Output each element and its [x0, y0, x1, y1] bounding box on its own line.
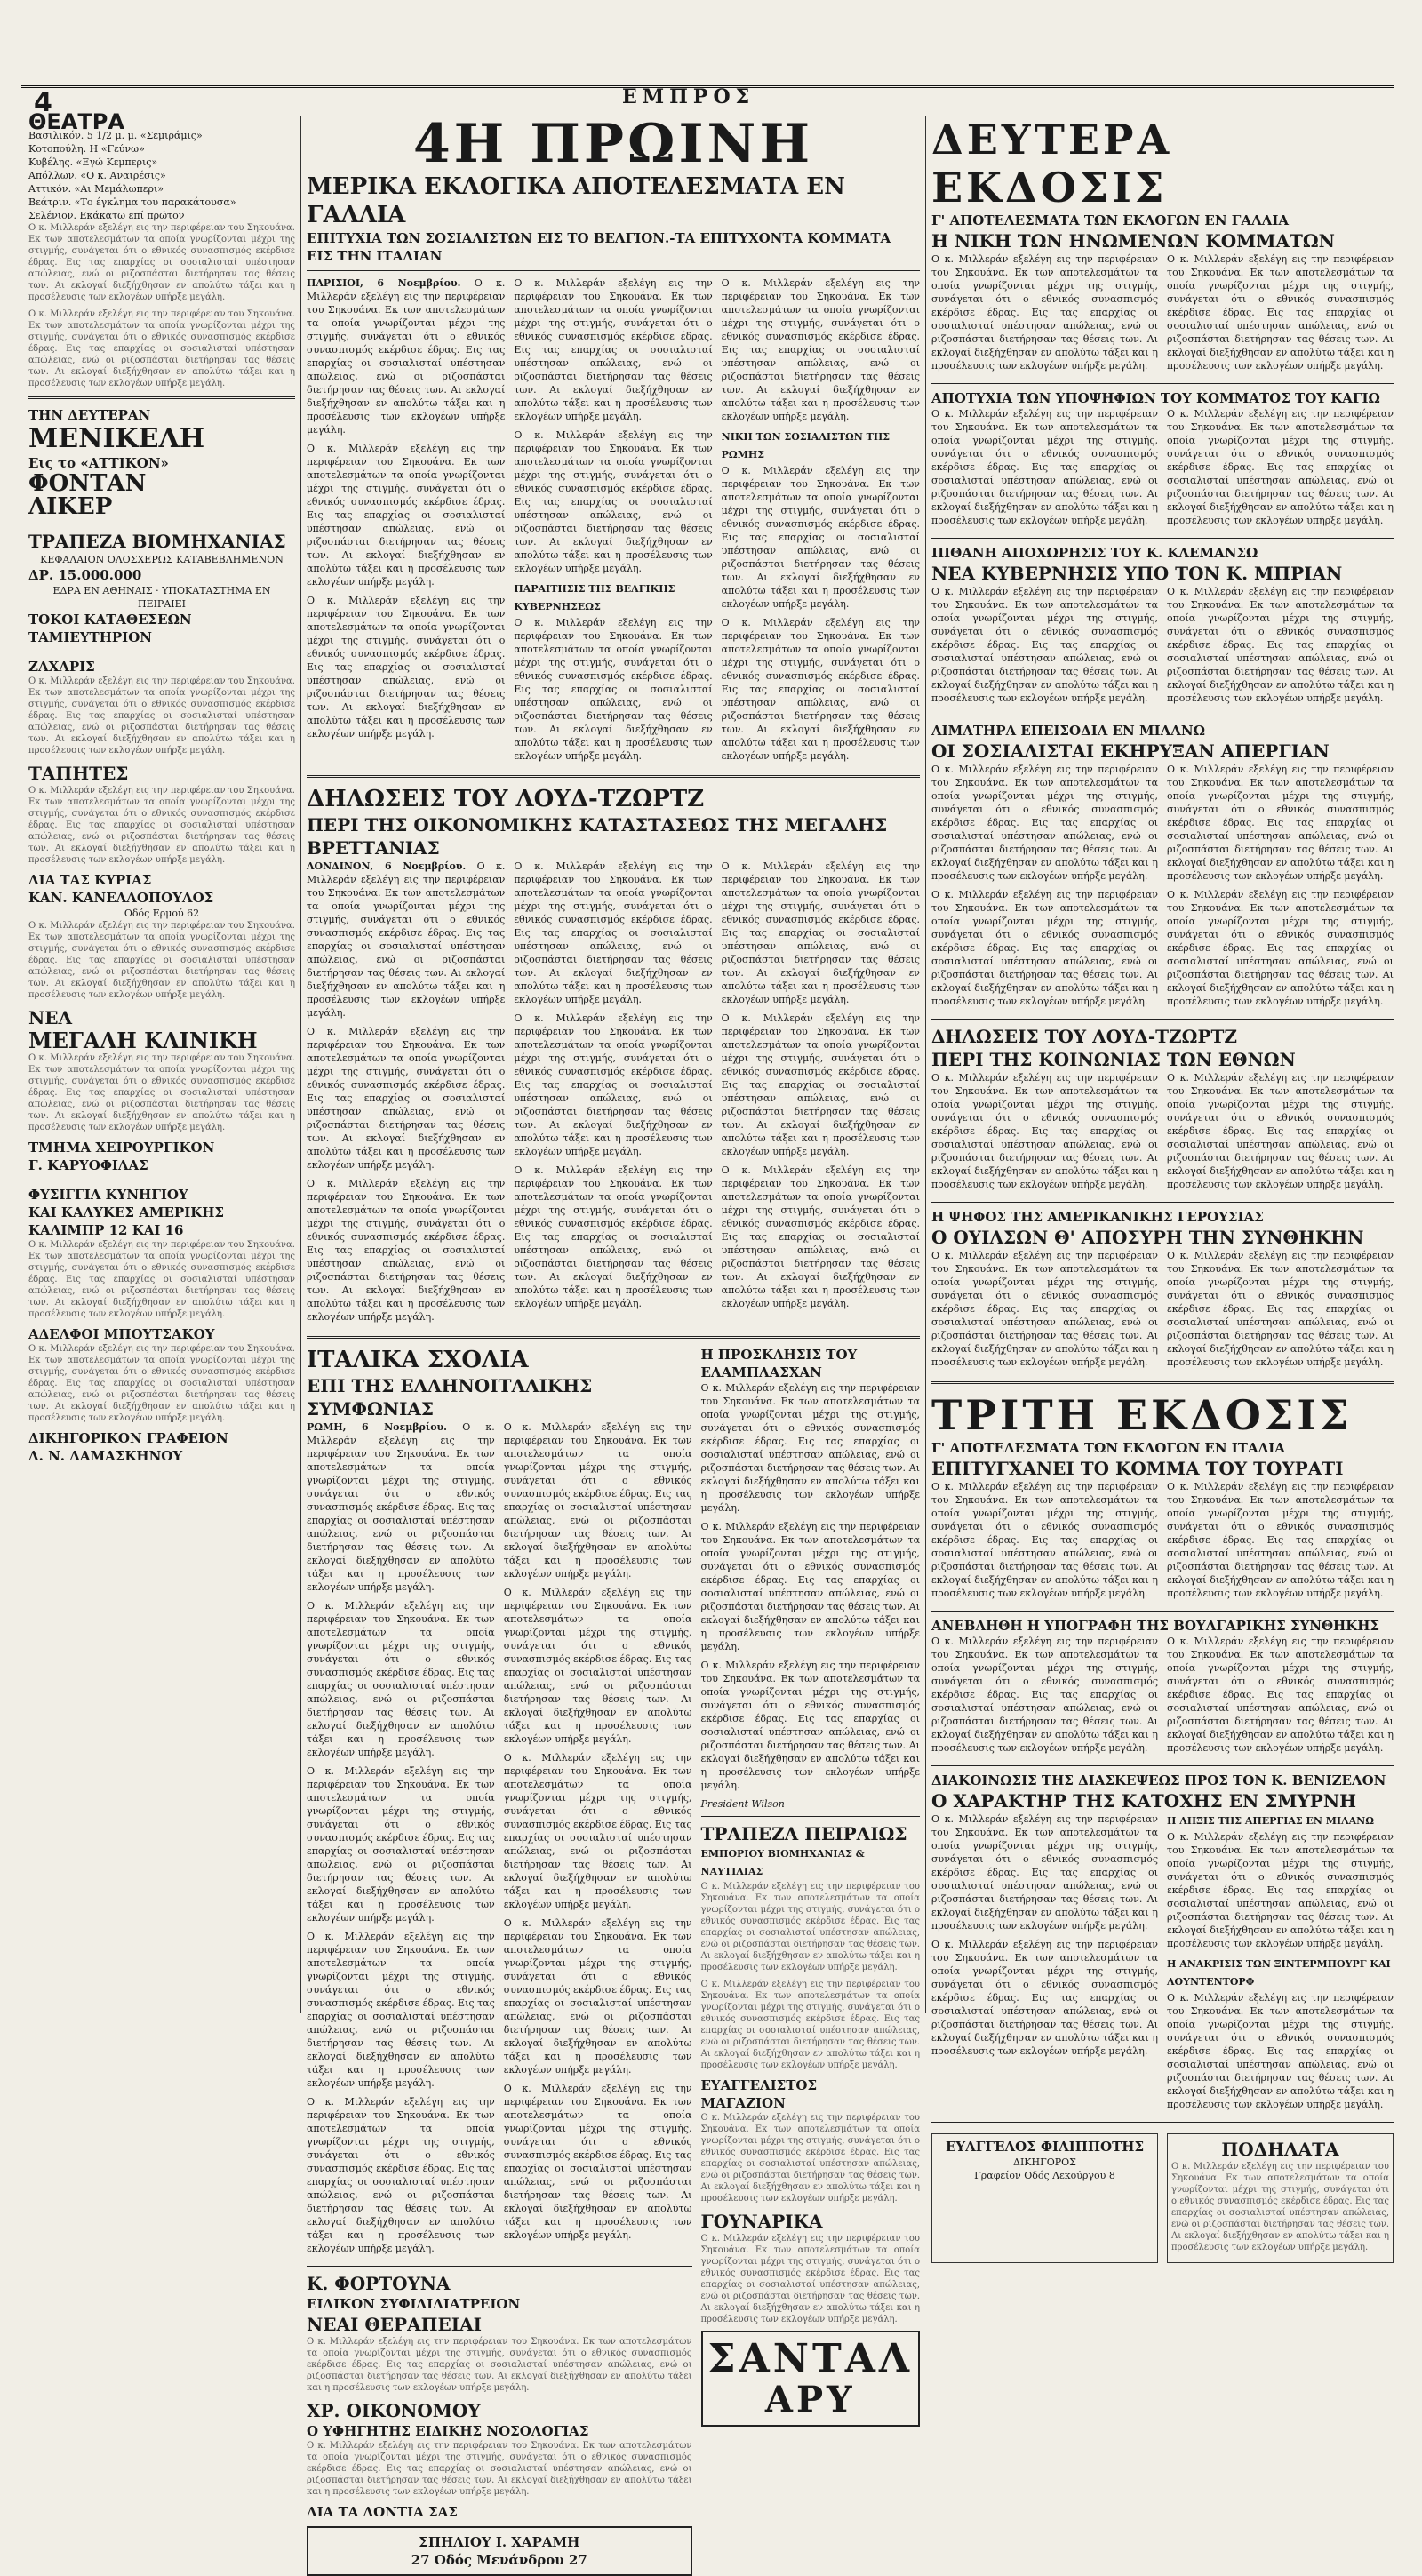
article-text: Ο κ. Μιλλεράν εξελέγη εις την περιφέρειαν του Σηκουάνα. Εκ των αποτελεσμάτων τα οποία γνωρίζονται μέχρι της στιγμής, συνάγεται ότι ο εθνικός συνασπισμός εκέρδισε έδρας. Εις τας επαρχίας οι σοσιαλισταί υπέστησαν απώλειας, ενώ οι ριζοσπάσται διετήρησαν τας θέσεις των. Αι εκλογαί διεξήχθησαν εν απολύτω τάξει και η προσέλευσις των εκλογέων υπήρξε μεγάλη.: [307, 595, 506, 740]
brothers-title: ΑΔΕΛΦΟΙ ΜΠΟΥΤΣΑΚΟΥ: [28, 1326, 215, 1342]
ad-text: Ο κ. Μιλλεράν εξελέγη εις την περιφέρειαν του Σηκουάνα. Εκ των αποτελεσμάτων τα οποία γνωρίζονται μέχρι της στιγμής, συνάγεται ότι ο εθνικός συνασπισμός εκέρδισε έδρας. Εις τας επαρχίας οι σοσιαλισταί υπέστησαν απώλειας, ενώ οι ριζοσπάσται διετήρησαν τας θέσεις των. Αι εκλογαί διεξήχθησαν εν απολύτω τάξει και η προσέλευσις των εκλογέων υπήρξε μεγάλη.: [700, 2234, 920, 2324]
edition-title: 4Η ΠΡΩΙΝΗ: [412, 113, 814, 175]
divider: [931, 1765, 1394, 1766]
clinic-box-address: 27 Οδός Μενάνδρου 27: [411, 2552, 587, 2568]
article-text: Ο κ. Μιλλεράν εξελέγη εις την περιφέρειαν του Σηκουάνα. Εκ των αποτελεσμάτων τα οποία γνωρίζονται μέχρι της στιγμής, συνάγεται ότι ο εθνικός συνασπισμός εκέρδισε έδρας. Εις τας επαρχίας οι σοσιαλισταί υπέστησαν απώλειας, ενώ οι ριζοσπάσται διετήρησαν τας θέσεις των. Αι εκλογαί διεξήχθησαν εν απολύτω τάξει και η προσέλευσις των εκλογέων υπήρξε μεγάλη.: [307, 1026, 506, 1171]
article-text: Ο κ. Μιλλεράν εξελέγη εις την περιφέρειαν του Σηκουάνα. Εκ των αποτελεσμάτων τα οποία γνωρίζονται μέχρι της στιγμής, συνάγεται ότι ο εθνικός συνασπισμός εκέρδισε έδρας. Εις τας επαρχίας οι σοσιαλισταί υπέστησαν απώλειας, ενώ οι ριζοσπάσται διετήρησαν τας θέσεις των. Αι εκλογαί διεξήχθησαν εν απολύτω τάξει και η προσέλευσις των εκλογέων υπήρξε μεγάλη.: [307, 1178, 506, 1323]
bank-address: ΕΔΡΑ ΕΝ ΑΘΗΝΑΙΣ · ΥΠΟΚΑΤΑΣΤΗΜΑ ΕΝ ΠΕΙΡΑΙΕΙ: [52, 585, 271, 610]
article-text: Ο κ. Μιλλεράν εξελέγη εις την περιφέρειαν του Σηκουάνα. Εκ των αποτελεσμάτων τα οποία γνωρίζονται μέχρι της στιγμής, συνάγεται ότι ο εθνικός συνασπισμός εκέρδισε έδρας. Εις τας επαρχίας οι σοσιαλισταί υπέστησαν απώλειας, ενώ οι ριζοσπάσται διετήρησαν τας θέσεις των. Αι εκλογαί διεξήχθησαν εν απολύτω τάξει και η προσέλευσις των εκλογέων υπήρξε μεγάλη.: [721, 1012, 920, 1157]
column-center: [307, 113, 920, 2568]
santal-ad: [701, 2331, 921, 2427]
dateline: ΡΩΜΗ, 6 Νοεμβρίου. Ο κ. Μιλλεράν εξελέγη εις την περιφέρειαν του Σηκουάνα. Εκ των αποτελεσμάτων τα οποία γνωρίζονται μέχρι της στιγμής, συνάγεται ότι ο εθνικός συνασπισμός εκέρδισε έδρας. Εις τας επαρχίας οι σοσιαλισταί υπέστησαν απώλειας, ενώ οι ριζοσπάσται διετήρησαν τας θέσεις των. Αι εκλογαί διεξήχθησαν εν απολύτω τάξει και η προσέλευσις των εκλογέων υπήρξε μεγάλη.: [307, 1421, 495, 1593]
menikeli-title: ΜΕΝΙΚΕΛΗ: [28, 423, 205, 454]
lawyer-role: ΔΙΚΗΓΟΡΟΣ: [1013, 2156, 1076, 2168]
santal-title: ΣΑΝΤΑΛ: [707, 2336, 913, 2381]
ad-text: Ο κ. Μιλλεράν εξελέγη εις την περιφέρειαν του Σηκουάνα. Εκ των αποτελεσμάτων τα οποία γνωρίζονται μέχρι της στιγμής, συνάγεται ότι ο εθνικός συνασπισμός εκέρδισε έδρας. Εις τας επαρχίας οι σοσιαλισταί υπέστησαν απώλειας, ενώ οι ριζοσπάσται διετήρησαν τας θέσεις των. Αι εκλογαί διεξήχθησαν εν απολύτω τάξει και η προσέλευσις των εκλογέων υπήρξε μεγάλη.: [28, 786, 295, 865]
article-text: Ο κ. Μιλλεράν εξελέγη εις την περιφέρειαν του Σηκουάνα. Εκ των αποτελεσμάτων τα οποία γνωρίζονται μέχρι της στιγμής, συνάγεται ότι ο εθνικός συνασπισμός εκέρδισε έδρας. Εις τας επαρχίας οι σοσιαλισταί υπέστησαν απώλειας, ενώ οι ριζοσπάσται διετήρησαν τας θέσεις των. Αι εκλογαί διεξήχθησαν εν απολύτω τάξει και η προσέλευσις των εκλογέων υπήρξε μεγάλη.: [721, 1164, 920, 1309]
article-text: Ο κ. Μιλλεράν εξελέγη εις την περιφέρειαν του Σηκουάνα. Εκ των αποτελεσμάτων τα οποία γνωρίζονται μέχρι της στιγμής, συνάγεται ότι ο εθνικός συνασπισμός εκέρδισε έδρας. Εις τας επαρχίας οι σοσιαλισταί υπέστησαν απώλειας, ενώ οι ριζοσπάσται διετήρησαν τας θέσεις των. Αι εκλογαί διεξήχθησαν εν απολύτω τάξει και η προσέλευσις των εκλογέων υπήρξε μεγάλη.: [514, 1164, 713, 1309]
article-text: Ο κ. Μιλλεράν εξελέγη εις την περιφέρειαν του Σηκουάνα. Εκ των αποτελεσμάτων τα οποία γνωρίζονται μέχρι της στιγμής, συνάγεται ότι ο εθνικός συνασπισμός εκέρδισε έδρας. Εις τας επαρχίας οι σοσιαλισταί υπέστησαν απώλειας, ενώ οι ριζοσπάσται διετήρησαν τας θέσεις των. Αι εκλογαί διεξήχθησαν εν απολύτω τάξει και η προσέλευσις των εκλογέων υπήρξε μεγάλη.: [931, 586, 1158, 704]
oikonomou-title: ΧΡ. ΟΙΚΟΝΟΜΟΥ: [307, 2400, 481, 2421]
lloyd-title-right: ΔΗΛΩΣΕΙΣ ΤΟΥ ΛΟΥΔ-ΤΖΩΡΤΖ: [931, 1026, 1237, 1047]
article-text: Ο κ. Μιλλεράν εξελέγη εις την περιφέρειαν του Σηκουάνα. Εκ των αποτελεσμάτων τα οποία γνωρίζονται μέχρι της στιγμής, συνάγεται ότι ο εθνικός συνασπισμός εκέρδισε έδρας. Εις τας επαρχίας οι σοσιαλισταί υπέστησαν απώλειας, ενώ οι ριζοσπάσται διετήρησαν τας θέσεις των. Αι εκλογαί διεξήχθησαν εν απολύτω τάξει και η προσέλευσις των εκλογέων υπήρξε μεγάλη.: [503, 1421, 692, 1580]
theatre-item: Σελένιον. Εκάκατω επί πρώτον: [28, 210, 185, 221]
ad-text: Ο κ. Μιλλεράν εξελέγη εις την περιφέρειαν του Σηκουάνα. Εκ των αποτελεσμάτων τα οποία γνωρίζονται μέχρι της στιγμής, συνάγεται ότι ο εθνικός συνασπισμός εκέρδισε έδρας. Εις τας επαρχίας οι σοσιαλισταί υπέστησαν απώλειας, ενώ οι ριζοσπάσται διετήρησαν τας θέσεις των. Αι εκλογαί διεξήχθησαν εν απολύτω τάξει και η προσέλευσις των εκλογέων υπήρξε μεγάλη.: [700, 2113, 920, 2204]
fortouna-sub: ΕΙΔΙΚΟΝ ΣΥΦΙΛΙΔΙΑΤΡΕΙΟΝ: [307, 2296, 521, 2312]
theatre-item: Κοτοπούλη. Η «Γεύνω»: [28, 143, 145, 155]
divider: [931, 383, 1394, 384]
evangelist-title: ΕΥΑΓΓΕΛΙΣΤΟΣ: [700, 2077, 818, 2093]
milan-title: ΑΙΜΑΤΗΡΑ ΕΠΕΙΣΟΔΙΑ ΕΝ ΜΙΛΑΝΩ: [931, 723, 1205, 739]
lawyer-name: ΕΥΑΓΓΕΛΟΣ ΦΙΛΙΠΠΟΤΗΣ: [945, 2139, 1145, 2155]
clinic-title: ΜΕΓΑΛΗ ΚΛΙΝΙΚΗ: [28, 1028, 258, 1053]
article-text: Ο κ. Μιλλεράν εξελέγη εις την περιφέρειαν του Σηκουάνα. Εκ των αποτελεσμάτων τα οποία γνωρίζονται μέχρι της στιγμής, συνάγεται ότι ο εθνικός συνασπισμός εκέρδισε έδρας. Εις τας επαρχίας οι σοσιαλισταί υπέστησαν απώλειας, ενώ οι ριζοσπάσται διετήρησαν τας θέσεις των. Αι εκλογαί διεξήχθησαν εν απολύτω τάξει και η προσέλευσις των εκλογέων υπήρξε μεγάλη.: [931, 1072, 1158, 1190]
divider: [931, 538, 1394, 539]
theatre-list: [28, 129, 295, 222]
article-text: Ο κ. Μιλλεράν εξελέγη εις την περιφέρειαν του Σηκουάνα. Εκ των αποτελεσμάτων τα οποία γνωρίζονται μέχρι της στιγμής, συνάγεται ότι ο εθνικός συνασπισμός εκέρδισε έδρας. Εις τας επαρχίας οι σοσιαλισταί υπέστησαν απώλειας, ενώ οι ριζοσπάσται διετήρησαν τας θέσεις των. Αι εκλογαί διεξήχθησαν εν απολύτω τάξει και η προσέλευσις των εκλογέων υπήρξε μεγάλη.: [931, 1250, 1158, 1368]
article-text: Ο κ. Μιλλεράν εξελέγη εις την περιφέρειαν του Σηκουάνα. Εκ των αποτελεσμάτων τα οποία γνωρίζονται μέχρι της στιγμής, συνάγεται ότι ο εθνικός συνασπισμός εκέρδισε έδρας. Εις τας επαρχίας οι σοσιαλισταί υπέστησαν απώλειας, ενώ οι ριζοσπάσται διετήρησαν τας θέσεις των. Αι εκλογαί διεξήχθησαν εν απολύτω τάξει και η προσέλευσις των εκλογέων υπήρξε μεγάλη.: [721, 465, 920, 610]
fur-title: ΓΟΥΝΑΡΙΚΑ: [700, 2211, 823, 2232]
clinic-box-title: ΣΠΗΛΙΟΥ Ι. ΧΑΡΑΜΗ: [419, 2534, 580, 2550]
venizelos-title: ΔΙΑΚΟΙΝΩΣΙΣ ΤΗΣ ΔΙΑΣΚΕΨΕΩΣ ΠΡΟΣ ΤΟΝ Κ. ΒΕΝΙΖΕΛΟΝ: [931, 1772, 1386, 1788]
fusiggia-title: ΦΥΣΙΓΓΙΑ ΚΥΝΗΓΙΟΥ: [28, 1187, 188, 1203]
article-text: Ο κ. Μιλλεράν εξελέγη εις την περιφέρειαν του Σηκουάνα. Εκ των αποτελεσμάτων τα οποία γνωρίζονται μέχρι της στιγμής, συνάγεται ότι ο εθνικός συνασπισμός εκέρδισε έδρας. Εις τας επαρχίας οι σοσιαλισταί υπέστησαν απώλειας, ενώ οι ριζοσπάσται διετήρησαν τας θέσεις των. Αι εκλογαί διεξήχθησαν εν απολύτω τάξει και η προσέλευσις των εκλογέων υπήρξε μεγάλη.: [514, 860, 713, 1005]
article-text: Ο κ. Μιλλεράν εξελέγη εις την περιφέρειαν του Σηκουάνα. Εκ των αποτελεσμάτων τα οποία γνωρίζονται μέχρι της στιγμής, συνάγεται ότι ο εθνικός συνασπισμός εκέρδισε έδρας. Εις τας επαρχίας οι σοσιαλισταί υπέστησαν απώλειας, ενώ οι ριζοσπάσται διετήρησαν τας θέσεις των. Αι εκλογαί διεξήχθησαν εν απολύτω τάξει και η προσέλευσις των εκλογέων υπήρξε μεγάλη.: [931, 1636, 1158, 1754]
santal-sub: ΑΡΥ: [764, 2379, 856, 2420]
divider: [307, 270, 920, 271]
divider: [307, 1336, 920, 1339]
ad-text: Ο κ. Μιλλεράν εξελέγη εις την περιφέρειαν του Σηκουάνα. Εκ των αποτελεσμάτων τα οποία γνωρίζονται μέχρι της στιγμής, συνάγεται ότι ο εθνικός συνασπισμός εκέρδισε έδρας. Εις τας επαρχίας οι σοσιαλισταί υπέστησαν απώλειας, ενώ οι ριζοσπάσται διετήρησαν τας θέσεις των. Αι εκλογαί διεξήχθησαν εν απολύτω τάξει και η προσέλευσις των εκλογέων υπήρξε μεγάλη.: [28, 921, 295, 1000]
theatre-item: Βεάτριν. «Το έγκλημα του παρακάτουσα»: [28, 196, 236, 208]
kan-address: Οδός Ερμού 62: [124, 908, 200, 919]
article-text: Ο κ. Μιλλεράν εξελέγη εις την περιφέρειαν του Σηκουάνα. Εκ των αποτελεσμάτων τα οποία γνωρίζονται μέχρι της στιγμής, συνάγεται ότι ο εθνικός συνασπισμός εκέρδισε έδρας. Εις τας επαρχίας οι σοσιαλισταί υπέστησαν απώλειας, ενώ οι ριζοσπάσται διετήρησαν τας θέσεις των. Αι εκλογαί διεξήχθησαν εν απολύτω τάξει και η προσέλευσις των εκλογέων υπήρξε μεγάλη.: [721, 860, 920, 1005]
league-title: ΠΕΡΙ ΤΗΣ ΚΟΙΝΩΝΙΑΣ ΤΩΝ ΕΘΝΩΝ: [931, 1049, 1296, 1070]
article-text: Ο κ. Μιλλεράν εξελέγη εις την περιφέρειαν του Σηκουάνα. Εκ των αποτελεσμάτων τα οποία γνωρίζονται μέχρι της στιγμής, συνάγεται ότι ο εθνικός συνασπισμός εκέρδισε έδρας. Εις τας επαρχίας οι σοσιαλισταί υπέστησαν απώλειας, ενώ οι ριζοσπάσται διετήρησαν τας θέσεις των. Αι εκλογαί διεξήχθησαν εν απολύτω τάξει και η προσέλευσις των εκλογέων υπήρξε μεγάλη.: [931, 764, 1158, 882]
smyrna-title: Ο ΧΑΡΑΚΤΗΡ ΤΗΣ ΚΑΤΟΧΗΣ ΕΝ ΣΜΥΡΝΗ: [931, 1790, 1357, 1812]
lawyer-address: Γραφείον Οδός Λεκούργου 8: [974, 2170, 1115, 2181]
dateline: ΠΑΡΙΣΙΟΙ, 6 Νοεμβρίου. Ο κ. Μιλλεράν εξελέγη εις την περιφέρειαν του Σηκουάνα. Εκ των αποτελεσμάτων τα οποία γνωρίζονται μέχρι της στιγμής, συνάγεται ότι ο εθνικός συνασπισμός εκέρδισε έδρας. Εις τας επαρχίας οι σοσιαλισταί υπέστησαν απώλειας, ενώ οι ριζοσπάσται διετήρησαν τας θέσεις των. Αι εκλογαί διεξήχθησαν εν απολύτω τάξει και η προσέλευσις των εκλογέων υπήρξε μεγάλη.: [307, 277, 506, 436]
article-text: Ο κ. Μιλλεράν εξελέγη εις την περιφέρειαν του Σηκουάνα. Εκ των αποτελεσμάτων τα οποία γνωρίζονται μέχρι της στιγμής, συνάγεται ότι ο εθνικός συνασπισμός εκέρδισε έδρας. Εις τας επαρχίας οι σοσιαλισταί υπέστησαν απώλειας, ενώ οι ριζοσπάσται διετήρησαν τας θέσεις των. Αι εκλογαί διεξήχθησαν εν απολύτω τάξει και η προσέλευσις των εκλογέων υπήρξε μεγάλη.: [1167, 1481, 1394, 1599]
oikonomou-sub: Ο ΥΦΗΓΗΤΗΣ ΕΙΔΙΚΗΣ ΝΟΣΟΛΟΓΙΑΣ: [307, 2423, 589, 2439]
new-therapies-title: ΝΕΑΙ ΘΕΡΑΠΕΙΑΙ: [307, 2314, 482, 2335]
lloyd-subtitle: ΠΕΡΙ ΤΗΣ ΟΙΚΟΝΟΜΙΚΗΣ ΚΑΤΑΣΤΑΣΕΩΣ ΤΗΣ ΜΕΓΑΛΗΣ ΒΡΕΤΤΑΝΙΑΣ: [307, 814, 888, 859]
fortouna-title: Κ. ΦΟΡΤΟΥΝΑ: [307, 2273, 451, 2294]
article-text: Ο κ. Μιλλεράν εξελέγη εις την περιφέρειαν του Σηκουάνα. Εκ των αποτελεσμάτων τα οποία γνωρίζονται μέχρι της στιγμής, συνάγεται ότι ο εθνικός συνασπισμός εκέρδισε έδρας. Εις τας επαρχίας οι σοσιαλισταί υπέστησαν απώλειας, ενώ οι ριζοσπάσται διετήρησαν τας θέσεις των. Αι εκλογαί διεξήχθησαν εν απολύτω τάξει και η προσέλευσις των εκλογέων υπήρξε μεγάλη.: [1167, 1992, 1394, 2110]
kan-name: ΚΑΝ. ΚΑΝΕΛΛΟΠΟΥΛΟΣ: [28, 890, 214, 906]
clinic-new: ΝΕΑ: [28, 1007, 73, 1028]
ad-text: Ο κ. Μιλλεράν εξελέγη εις την περιφέρειαν του Σηκουάνα. Εκ των αποτελεσμάτων τα οποία γνωρίζονται μέχρι της στιγμής, συνάγεται ότι ο εθνικός συνασπισμός εκέρδισε έδρας. Εις τας επαρχίας οι σοσιαλισταί υπέστησαν απώλειας, ενώ οι ριζοσπάσται διετήρησαν τας θέσεις των. Αι εκλογαί διεξήχθησαν εν απολύτω τάξει και η προσέλευσις των εκλογέων υπήρξε μεγάλη.: [307, 2337, 692, 2393]
teeth-title: ΔΙΑ ΤΑ ΔΟΝΤΙΑ ΣΑΣ: [307, 2504, 458, 2520]
main-headline: ΜΕΡΙΚΑ ΕΚΛΟΓΙΚΑ ΑΠΟΤΕΛΕΣΜΑΤΑ ΕΝ ΓΑΛΛΙΑ: [307, 173, 845, 228]
second-edition-title: ΔΕΥΤΕΡΑ ΕΚΔΟΣΙΣ: [931, 116, 1173, 212]
article-text: Ο κ. Μιλλεράν εξελέγη εις την περιφέρειαν του Σηκουάνα. Εκ των αποτελεσμάτων τα οποία γνωρίζονται μέχρι της στιγμής, συνάγεται ότι ο εθνικός συνασπισμός εκέρδισε έδρας. Εις τας επαρχίας οι σοσιαλισταί υπέστησαν απώλειας, ενώ οι ριζοσπάσται διετήρησαν τας θέσεις των. Αι εκλογαί διεξήχθησαν εν απολύτω τάξει και η προσέλευσις των εκλογέων υπήρξε μεγάλη.: [1167, 408, 1394, 526]
divider: [931, 1381, 1394, 1384]
victory-headline: Η ΝΙΚΗ ΤΩΝ ΗΝΩΜΕΝΩΝ ΚΟΜΜΑΤΩΝ: [931, 230, 1335, 252]
article-text: Ο κ. Μιλλεράν εξελέγη εις την περιφέρειαν του Σηκουάνα. Εκ των αποτελεσμάτων τα οποία γνωρίζονται μέχρι της στιγμής, συνάγεται ότι ο εθνικός συνασπισμός εκέρδισε έδρας. Εις τας επαρχίας οι σοσιαλισταί υπέστησαν απώλειας, ενώ οι ριζοσπάσται διετήρησαν τας θέσεις των. Αι εκλογαί διεξήχθησαν εν απολύτω τάξει και η προσέλευσις των εκλογέων υπήρξε μεγάλη.: [931, 1939, 1158, 2057]
article-text: Ο κ. Μιλλεράν εξελέγη εις την περιφέρειαν του Σηκουάνα. Εκ των αποτελεσμάτων τα οποία γνωρίζονται μέχρι της στιγμής, συνάγεται ότι ο εθνικός συνασπισμός εκέρδισε έδρας. Εις τας επαρχίας οι σοσιαλισταί υπέστησαν απώλειας, ενώ οι ριζοσπάσται διετήρησαν τας θέσεις των. Αι εκλογαί διεξήχθησαν εν απολύτω τάξει και η προσέλευσις των εκλογέων υπήρξε μεγάλη.: [307, 1765, 495, 1924]
wilson-note: President Wilson: [700, 1798, 785, 1810]
arrest-title: Η ΑΝΑΚΡΙΣΙΣ ΤΩΝ ΞΙΝΤΕΡΜΠΟΥΡΓ ΚΑΙ ΛΟΥΝΤΕΝΤΟΡΦ: [1167, 1958, 1391, 1988]
article-text: Ο κ. Μιλλεράν εξελέγη εις την περιφέρειαν του Σηκουάνα. Εκ των αποτελεσμάτων τα οποία γνωρίζονται μέχρι της στιγμής, συνάγεται ότι ο εθνικός συνασπισμός εκέρδισε έδρας. Εις τας επαρχίας οι σοσιαλισταί υπέστησαν απώλειας, ενώ οι ριζοσπάσται διετήρησαν τας θέσεις των. Αι εκλογαί διεξήχθησαν εν απολύτω τάξει και η προσέλευσις των εκλογέων υπήρξε μεγάλη.: [307, 1931, 495, 2089]
column-left: [28, 109, 295, 2013]
article-text: Ο κ. Μιλλεράν εξελέγη εις την περιφέρειαν του Σηκουάνα. Εκ των αποτελεσμάτων τα οποία γνωρίζονται μέχρι της στιγμής, συνάγεται ότι ο εθνικός συνασπισμός εκέρδισε έδρας. Εις τας επαρχίας οι σοσιαλισταί υπέστησαν απώλειας, ενώ οι ριζοσπάσται διετήρησαν τας θέσεις των. Αι εκλογαί διεξήχθησαν εν απολύτω τάξει και η προσέλευσις των εκλογέων υπήρξε μεγάλη.: [1167, 1831, 1394, 1949]
article-text: Ο κ. Μιλλεράν εξελέγη εις την περιφέρειαν του Σηκουάνα. Εκ των αποτελεσμάτων τα οποία γνωρίζονται μέχρι της στιγμής, συνάγεται ότι ο εθνικός συνασπισμός εκέρδισε έδρας. Εις τας επαρχίας οι σοσιαλισταί υπέστησαν απώλειας, ενώ οι ριζοσπάσται διετήρησαν τας θέσεις των. Αι εκλογαί διεξήχθησαν εν απολύτω τάξει και η προσέλευσις των εκλογέων υπήρξε μεγάλη.: [931, 1813, 1158, 1932]
savings-title: ΤΑΜΙΕΥΤΗΡΙΟΝ: [28, 629, 152, 645]
theatre-item: Αττικόν. «Αι Μεμάλωπερι»: [28, 183, 164, 195]
column-right: [931, 116, 1394, 2252]
italy-title: ΙΤΑΛΙΚΑ ΣΧΟΛΙΑ: [307, 1347, 529, 1373]
article-text: Ο κ. Μιλλεράν εξελέγη εις την περιφέρειαν του Σηκουάνα. Εκ των αποτελεσμάτων τα οποία γνωρίζονται μέχρι της στιγμής, συνάγεται ότι ο εθνικός συνασπισμός εκέρδισε έδρας. Εις τας επαρχίας οι σοσιαλισταί υπέστησαν απώλειας, ενώ οι ριζοσπάσται διετήρησαν τας θέσεις των. Αι εκλογαί διεξήχθησαν εν απολύτω τάξει και η προσέλευσις των εκλογέων υπήρξε μεγάλη.: [1167, 1636, 1394, 1754]
article-text: Ο κ. Μιλλεράν εξελέγη εις την περιφέρειαν του Σηκουάνα. Εκ των αποτελεσμάτων τα οποία γνωρίζονται μέχρι της στιγμής, συνάγεται ότι ο εθνικός συνασπισμός εκέρδισε έδρας. Εις τας επαρχίας οι σοσιαλισταί υπέστησαν απώλειας, ενώ οι ριζοσπάσται διετήρησαν τας θέσεις των. Αι εκλογαί διεξήχθησαν εν απολύτω τάξει και η προσέλευσις των εκλογέων υπήρξε μεγάλη.: [700, 1660, 920, 1791]
lawyer-name: Δ. Ν. ΔΑΜΑΣΚΗΝΟΥ: [28, 1448, 183, 1464]
ad-text: Ο κ. Μιλλεράν εξελέγη εις την περιφέρειαν του Σηκουάνα. Εκ των αποτελεσμάτων τα οποία γνωρίζονται μέχρι της στιγμής, συνάγεται ότι ο εθνικός συνασπισμός εκέρδισε έδρας. Εις τας επαρχίας οι σοσιαλισταί υπέστησαν απώλειας, ενώ οι ριζοσπάσται διετήρησαν τας θέσεις των. Αι εκλογαί διεξήχθησαν εν απολύτω τάξει και η προσέλευσις των εκλογέων υπήρξε μεγάλη.: [28, 1053, 295, 1132]
dateline: ΛΟΝΔΙΝΟΝ, 6 Νοεμβρίου. Ο κ. Μιλλεράν εξελέγη εις την περιφέρειαν του Σηκουάνα. Εκ των αποτελεσμάτων τα οποία γνωρίζονται μέχρι της στιγμής, συνάγεται ότι ο εθνικός συνασπισμός εκέρδισε έδρας. Εις τας επαρχίας οι σοσιαλισταί υπέστησαν απώλειας, ενώ οι ριζοσπάσται διετήρησαν τας θέσεις των. Αι εκλογαί διεξήχθησαν εν απολύτω τάξει και η προσέλευσις των εκλογέων υπήρξε μεγάλη.: [307, 860, 506, 1019]
article-text: Ο κ. Μιλλεράν εξελέγη εις την περιφέρειαν του Σηκουάνα. Εκ των αποτελεσμάτων τα οποία γνωρίζονται μέχρι της στιγμής, συνάγεται ότι ο εθνικός συνασπισμός εκέρδισε έδρας. Εις τας επαρχίας οι σοσιαλισταί υπέστησαν απώλειας, ενώ οι ριζοσπάσται διετήρησαν τας θέσεις των. Αι εκλογαί διεξήχθησαν εν απολύτω τάξει και η προσέλευσις των εκλογέων υπήρξε μεγάλη.: [700, 1382, 920, 1514]
lower-section: [307, 1346, 920, 2576]
article-text: Ο κ. Μιλλεράν εξελέγη εις την περιφέρειαν του Σηκουάνα. Εκ των αποτελεσμάτων τα οποία γνωρίζονται μέχρι της στιγμής, συνάγεται ότι ο εθνικός συνασπισμός εκέρδισε έδρας. Εις τας επαρχίας οι σοσιαλισταί υπέστησαν απώλειας, ενώ οι ριζοσπάσται διετήρησαν τας θέσεις των. Αι εκλογαί διεξήχθησαν εν απολύτω τάξει και η προσέλευσις των εκλογέων υπήρξε μεγάλη.: [1167, 1072, 1394, 1190]
theatre-item: Βασιλικόν. 5 1/2 μ. μ. «Σεμιράμις»: [28, 130, 203, 141]
article-text: Ο κ. Μιλλεράν εξελέγη εις την περιφέρειαν του Σηκουάνα. Εκ των αποτελεσμάτων τα οποία γνωρίζονται μέχρι της στιγμής, συνάγεται ότι ο εθνικός συνασπισμός εκέρδισε έδρας. Εις τας επαρχίας οι σοσιαλισταί υπέστησαν απώλειας, ενώ οι ριζοσπάσται διετήρησαν τας θέσεις των. Αι εκλογαί διεξήχθησαν εν απολύτω τάξει και η προσέλευσις των εκλογέων υπήρξε μεγάλη.: [503, 1752, 692, 1910]
article-text: Ο κ. Μιλλεράν εξελέγη εις την περιφέρειαν του Σηκουάνα. Εκ των αποτελεσμάτων τα οποία γνωρίζονται μέχρι της στιγμής, συνάγεται ότι ο εθνικός συνασπισμός εκέρδισε έδρας. Εις τας επαρχίας οι σοσιαλισταί υπέστησαν απώλειας, ενώ οι ριζοσπάσται διετήρησαν τας θέσεις των. Αι εκλογαί διεξήχθησαν εν απολύτω τάξει και η προσέλευσις των εκλογέων υπήρξε μεγάλη.: [931, 408, 1158, 526]
article-text: Ο κ. Μιλλεράν εξελέγη εις την περιφέρειαν του Σηκουάνα. Εκ των αποτελεσμάτων τα οποία γνωρίζονται μέχρι της στιγμής, συνάγεται ότι ο εθνικός συνασπισμός εκέρδισε έδρας. Εις τας επαρχίας οι σοσιαλισταί υπέστησαν απώλειας, ενώ οι ριζοσπάσται διετήρησαν τας θέσεις των. Αι εκλογαί διεξήχθησαν εν απολύτω τάξει και η προσέλευσις των εκλογέων υπήρξε μεγάλη.: [1167, 253, 1394, 372]
article-columns: [307, 276, 920, 768]
lloyd-title: ΔΗΛΩΣΕΙΣ ΤΟΥ ΛΟΥΔ-ΤΖΩΡΤΖ: [307, 786, 705, 812]
interest-title: ΤΟΚΟΙ ΚΑΤΑΘΕΣΕΩΝ: [28, 612, 192, 628]
caillaux-failure: ΑΠΟΤΥΧΙΑ ΤΩΝ ΥΠΟΨΗΦΙΩΝ ΤΟΥ ΚΟΜΜΑΤΟΣ ΤΟΥ ΚΑΓΙΩ: [931, 390, 1380, 406]
liker-title: ΛΙΚΕΡ: [28, 493, 113, 520]
ad-text: Ο κ. Μιλλεράν εξελέγη εις την περιφέρειαν του Σηκουάνα. Εκ των αποτελεσμάτων τα οποία γνωρίζονται μέχρι της στιγμής, συνάγεται ότι ο εθνικός συνασπισμός εκέρδισε έδρας. Εις τας επαρχίας οι σοσιαλισταί υπέστησαν απώλειας, ενώ οι ριζοσπάσται διετήρησαν τας θέσεις των. Αι εκλογαί διεξήχθησαν εν απολύτω τάξει και η προσέλευσις των εκλογέων υπήρξε μεγάλη.: [1171, 2162, 1389, 2252]
ad-text: Ο κ. Μιλλεράν εξελέγη εις την περιφέρειαν του Σηκουάνα. Εκ των αποτελεσμάτων τα οποία γνωρίζονται μέχρι της στιγμής, συνάγεται ότι ο εθνικός συνασπισμός εκέρδισε έδρας. Εις τας επαρχίας οι σοσιαλισταί υπέστησαν απώλειας, ενώ οι ριζοσπάσται διετήρησαν τας θέσεις των. Αι εκλογαί διεξήχθησαν εν απολύτω τάξει και η προσέλευσις των εκλογέων υπήρξε μεγάλη.: [28, 676, 295, 756]
ad-text: Ο κ. Μιλλεράν εξελέγη εις την περιφέρειαν του Σηκουάνα. Εκ των αποτελεσμάτων τα οποία γνωρίζονται μέχρι της στιγμής, συνάγεται ότι ο εθνικός συνασπισμός εκέρδισε έδρας. Εις τας επαρχίας οι σοσιαλισταί υπέστησαν απώλειας, ενώ οι ριζοσπάσται διετήρησαν τας θέσεις των. Αι εκλογαί διεξήχθησαν εν απολύτω τάξει και η προσέλευσις των εκλογέων υπήρξε μεγάλη.: [700, 1882, 920, 1972]
ad-text: Ο κ. Μιλλεράν εξελέγη εις την περιφέρειαν του Σηκουάνα. Εκ των αποτελεσμάτων τα οποία γνωρίζονται μέχρι της στιγμής, συνάγεται ότι ο εθνικός συνασπισμός εκέρδισε έδρας. Εις τας επαρχίας οι σοσιαλισταί υπέστησαν απώλειας, ενώ οι ριζοσπάσται διετήρησαν τας θέσεις των. Αι εκλογαί διεξήχθησαν εν απολύτω τάξει και η προσέλευσις των εκλογέων υπήρξε μεγάλη.: [28, 1344, 295, 1423]
ad-text: Ο κ. Μιλλεράν εξελέγη εις την περιφέρειαν του Σηκουάνα. Εκ των αποτελεσμάτων τα οποία γνωρίζονται μέχρι της στιγμής, συνάγεται ότι ο εθνικός συνασπισμός εκέρδισε έδρας. Εις τας επαρχίας οι σοσιαλισταί υπέστησαν απώλειας, ενώ οι ριζοσπάσται διετήρησαν τας θέσεις των. Αι εκλογαί διεξήχθησαν εν απολύτω τάξει και η προσέλευσις των εκλογέων υπήρξε μεγάλη.: [307, 2441, 692, 2497]
article-text: Ο κ. Μιλλεράν εξελέγη εις την περιφέρειαν του Σηκουάνα. Εκ των αποτελεσμάτων τα οποία γνωρίζονται μέχρι της στιγμής, συνάγεται ότι ο εθνικός συνασπισμός εκέρδισε έδρας. Εις τας επαρχίας οι σοσιαλισταί υπέστησαν απώλειας, ενώ οι ριζοσπάσται διετήρησαν τας θέσεις των. Αι εκλογαί διεξήχθησαν εν απολύτω τάξει και η προσέλευσις των εκλογέων υπήρξε μεγάλη.: [721, 277, 920, 422]
bikes-ad: [1167, 2133, 1394, 2263]
sugar-title: ΖΑΧΑΡΙΣ: [28, 659, 95, 675]
masthead-rule: [21, 85, 1394, 88]
main-subhead: ΕΠΙΤΥΧΙΑ ΤΩΝ ΣΟΣΙΑΛΙΣΤΩΝ ΕΙΣ ΤΟ ΒΕΛΓΙΟΝ.-ΤΑ ΕΠΙΤΥΧΟΝΤΑ ΚΟΜΜΑΤΑ ΕΙΣ ΤΗΝ ΙΤΑΛΙΑΝ: [307, 230, 891, 264]
turati-title: ΕΠΙΤΥΓΧΑΝΕΙ ΤΟ ΚΟΜΜΑ ΤΟΥ ΤΟΥΡΑΤΙ: [931, 1458, 1344, 1479]
article-text: Ο κ. Μιλλεράν εξελέγη εις την περιφέρειαν του Σηκουάνα. Εκ των αποτελεσμάτων τα οποία γνωρίζονται μέχρι της στιγμής, συνάγεται ότι ο εθνικός συνασπισμός εκέρδισε έδρας. Εις τας επαρχίας οι σοσιαλισταί υπέστησαν απώλειας, ενώ οι ριζοσπάσται διετήρησαν τας θέσεις των. Αι εκλογαί διεξήχθησαν εν απολύτω τάξει και η προσέλευσις των εκλογέων υπήρξε μεγάλη.: [700, 1521, 920, 1652]
bank-capital: ΚΕΦΑΛΑΙΟΝ ΟΛΟΣΧΕΡΩΣ ΚΑΤΑΒΕΒΛΗΜΕΝΟΝ: [40, 554, 284, 565]
belgian-subhead: ΠΑΡΑΙΤΗΣΙΣ ΤΗΣ ΒΕΛΓΙΚΗΣ ΚΥΒΕΡΝΗΣΕΩΣ: [514, 583, 675, 612]
balfour-title: Η ΠΡΟΣΚΛΗΣΙΣ ΤΟΥ ΕΛΑΜΠΛΑΣΧΑΝ: [700, 1347, 858, 1380]
clinic-box: [307, 2526, 692, 2576]
third-edition-title: ΤΡΙΤΗ ΕΚΔΟΣΙΣ: [931, 1391, 1353, 1439]
divider: [931, 1202, 1394, 1203]
divider: [931, 1019, 1394, 1020]
ad-text: Ο κ. Μιλλεράν εξελέγη εις την περιφέρειαν του Σηκουάνα. Εκ των αποτελεσμάτων τα οποία γνωρίζονται μέχρι της στιγμής, συνάγεται ότι ο εθνικός συνασπισμός εκέρδισε έδρας. Εις τας επαρχίας οι σοσιαλισταί υπέστησαν απώλειας, ενώ οι ριζοσπάσται διετήρησαν τας θέσεις των. Αι εκλογαί διεξήχθησαν εν απολύτω τάξει και η προσέλευσις των εκλογέων υπήρξε μεγάλη.: [700, 1980, 920, 2070]
carpets-title: ΤΑΠΗΤΕΣ: [28, 763, 129, 784]
column-rule: [925, 116, 926, 2013]
article-text: Ο κ. Μιλλεράν εξελέγη εις την περιφέρειαν του Σηκουάνα. Εκ των αποτελεσμάτων τα οποία γνωρίζονται μέχρι της στιγμής, συνάγεται ότι ο εθνικός συνασπισμός εκέρδισε έδρας. Εις τας επαρχίας οι σοσιαλισταί υπέστησαν απώλειας, ενώ οι ριζοσπάσται διετήρησαν τας θέσεις των. Αι εκλογαί διεξήχθησαν εν απολύτω τάξει και η προσέλευσις των εκλογέων υπήρξε μεγάλη.: [1167, 586, 1394, 704]
italy-subtitle: ΕΠΙ ΤΗΣ ΕΛΛΗΝΟΙΤΑΛΙΚΗΣ ΣΥΜΦΩΝΙΑΣ: [307, 1375, 593, 1420]
bikes-title: ΠΟΔΗΛΑΤΑ: [1221, 2139, 1339, 2160]
divider: [701, 1816, 921, 1817]
theatre-title: ΘΕΑΤΡΑ: [28, 109, 124, 134]
article-text: Ο κ. Μιλλεράν εξελέγη εις την περιφέρειαν του Σηκουάνα. Εκ των αποτελεσμάτων τα οποία γνωρίζονται μέχρι της στιγμής, συνάγεται ότι ο εθνικός συνασπισμός εκέρδισε έδρας. Εις τας επαρχίας οι σοσιαλισταί υπέστησαν απώλειας, ενώ οι ριζοσπάσται διετήρησαν τας θέσεις των. Αι εκλογαί διεξήχθησαν εν απολύτω τάξει και η προσέλευσις των εκλογέων υπήρξε μεγάλη.: [514, 429, 713, 574]
ladies-title: ΔΙΑ ΤΑΣ ΚΥΡΙΑΣ: [28, 872, 152, 888]
lawyer-ad: [931, 2133, 1158, 2263]
strike-end-title: Η ΛΗΞΙΣ ΤΗΣ ΑΠΕΡΓΙΑΣ ΕΝ ΜΙΛΑΝΩ: [1167, 1815, 1375, 1827]
clemenceau-title: ΠΙΘΑΝΗ ΑΠΟΧΩΡΗΣΙΣ ΤΟΥ Κ. ΚΛΕΜΑΝΣΩ: [931, 545, 1258, 561]
menikeli-sub: Εις το «ΑΤΤΙΚΟΝ»: [28, 455, 169, 471]
theatre-item: Απόλλων. «Ο κ. Αναιρέσις»: [28, 170, 166, 181]
socialists-strike: ΟΙ ΣΟΣΙΑΛΙΣΤΑΙ ΕΚΗΡΥΞΑΝ ΑΠΕΡΓΙΑΝ: [931, 740, 1330, 762]
shop-title: ΜΑΓΑΖΙΟΝ: [700, 2095, 786, 2111]
article-text: Ο κ. Μιλλεράν εξελέγη εις την περιφέρειαν του Σηκουάνα. Εκ των αποτελεσμάτων τα οποία γνωρίζονται μέχρι της στιγμής, συνάγεται ότι ο εθνικός συνασπισμός εκέρδισε έδρας. Εις τας επαρχίας οι σοσιαλισταί υπέστησαν απώλειας, ενώ οι ριζοσπάσται διετήρησαν τας θέσεις των. Αι εκλογαί διεξήχθησαν εν απολύτω τάξει και η προσέλευσις των εκλογέων υπήρξε μεγάλη.: [514, 1012, 713, 1157]
bank-amount: ΔΡ. 15.000.000: [28, 567, 142, 583]
article-text: Ο κ. Μιλλεράν εξελέγη εις την περιφέρειαν του Σηκουάνα. Εκ των αποτελεσμάτων τα οποία γνωρίζονται μέχρι της στιγμής, συνάγεται ότι ο εθνικός συνασπισμός εκέρδισε έδρας. Εις τας επαρχίας οι σοσιαλισταί υπέστησαν απώλειας, ενώ οι ριζοσπάσται διετήρησαν τας θέσεις των. Αι εκλογαί διεξήχθησαν εν απολύτω τάξει και η προσέλευσις των εκλογέων υπήρξε μεγάλη.: [307, 1600, 495, 1758]
new-government-title: ΝΕΑ ΚΥΒΕΡΝΗΣΙΣ ΥΠΟ ΤΟΝ Κ. ΜΠΡΙΑΝ: [931, 563, 1343, 584]
article-text: Ο κ. Μιλλεράν εξελέγη εις την περιφέρειαν του Σηκουάνα. Εκ των αποτελεσμάτων τα οποία γνωρίζονται μέχρι της στιγμής, συνάγεται ότι ο εθνικός συνασπισμός εκέρδισε έδρας. Εις τας επαρχίας οι σοσιαλισταί υπέστησαν απώλειας, ενώ οι ριζοσπάσται διετήρησαν τας θέσεις των. Αι εκλογαί διεξήχθησαν εν απολύτω τάξει και η προσέλευσις των εκλογέων υπήρξε μεγάλη.: [28, 223, 295, 302]
france-results-title: Γ' ΑΠΟΤΕΛΕΣΜΑΤΑ ΤΩΝ ΕΚΛΟΓΩΝ ΕΝ ΓΑΛΛΙΑ: [931, 212, 1290, 228]
ad-text: Ο κ. Μιλλεράν εξελέγη εις την περιφέρειαν του Σηκουάνα. Εκ των αποτελεσμάτων τα οποία γνωρίζονται μέχρι της στιγμής, συνάγεται ότι ο εθνικός συνασπισμός εκέρδισε έδρας. Εις τας επαρχίας οι σοσιαλισταί υπέστησαν απώλειας, ενώ οι ριζοσπάσται διετήρησαν τας θέσεις των. Αι εκλογαί διεξήχθησαν εν απολύτω τάξει και η προσέλευσις των εκλογέων υπήρξε μεγάλη.: [28, 1240, 295, 1319]
article-text: Ο κ. Μιλλεράν εξελέγη εις την περιφέρειαν του Σηκουάνα. Εκ των αποτελεσμάτων τα οποία γνωρίζονται μέχρι της στιγμής, συνάγεται ότι ο εθνικός συνασπισμός εκέρδισε έδρας. Εις τας επαρχίας οι σοσιαλισταί υπέστησαν απώλειας, ενώ οι ριζοσπάσται διετήρησαν τας θέσεις των. Αι εκλογαί διεξήχθησαν εν απολύτω τάξει και η προσέλευσις των εκλογέων υπήρξε μεγάλη.: [514, 277, 713, 422]
article-text: Ο κ. Μιλλεράν εξελέγη εις την περιφέρειαν του Σηκουάνα. Εκ των αποτελεσμάτων τα οποία γνωρίζονται μέχρι της στιγμής, συνάγεται ότι ο εθνικός συνασπισμός εκέρδισε έδρας. Εις τας επαρχίας οι σοσιαλισταί υπέστησαν απώλειας, ενώ οι ριζοσπάσται διετήρησαν τας θέσεις των. Αι εκλογαί διεξήχθησαν εν απολύτω τάξει και η προσέλευσις των εκλογέων υπήρξε μεγάλη.: [307, 2096, 495, 2254]
divider: [28, 396, 295, 399]
fusiggia-sub: ΚΑΙ ΚΑΛΥΚΕΣ ΑΜΕΡΙΚΗΣ: [28, 1204, 225, 1220]
column-rule: [300, 116, 301, 2013]
rome-subhead: ΝΙΚΗ ΤΩΝ ΣΟΣΙΑΛΙΣΤΩΝ ΤΗΣ ΡΩΜΗΣ: [721, 431, 890, 460]
article-text: Ο κ. Μιλλεράν εξελέγη εις την περιφέρειαν του Σηκουάνα. Εκ των αποτελεσμάτων τα οποία γνωρίζονται μέχρι της στιγμής, συνάγεται ότι ο εθνικός συνασπισμός εκέρδισε έδρας. Εις τας επαρχίας οι σοσιαλισταί υπέστησαν απώλειας, ενώ οι ριζοσπάσται διετήρησαν τας θέσεις των. Αι εκλογαί διεξήχθησαν εν απολύτω τάξει και η προσέλευσις των εκλογέων υπήρξε μεγάλη.: [503, 1917, 692, 2076]
senate-title: Η ΨΗΦΟΣ ΤΗΣ ΑΜΕΡΙΚΑΝΙΚΗΣ ΓΕΡΟΥΣΙΑΣ: [931, 1209, 1264, 1225]
article-columns: [307, 860, 920, 1329]
fontan-title: ΦΟΝΤΑΝ: [28, 470, 147, 497]
monday-label: ΤΗΝ ΔΕΥΤΕΡΑΝ: [28, 407, 151, 423]
article-text: Ο κ. Μιλλεράν εξελέγη εις την περιφέρειαν του Σηκουάνα. Εκ των αποτελεσμάτων τα οποία γνωρίζονται μέχρι της στιγμής, συνάγεται ότι ο εθνικός συνασπισμός εκέρδισε έδρας. Εις τας επαρχίας οι σοσιαλισταί υπέστησαν απώλειας, ενώ οι ριζοσπάσται διετήρησαν τας θέσεις των. Αι εκλογαί διεξήχθησαν εν απολύτω τάξει και η προσέλευσις των εκλογέων υπήρξε μεγάλη.: [514, 617, 713, 762]
article-text: Ο κ. Μιλλεράν εξελέγη εις την περιφέρειαν του Σηκουάνα. Εκ των αποτελεσμάτων τα οποία γνωρίζονται μέχρι της στιγμής, συνάγεται ότι ο εθνικός συνασπισμός εκέρδισε έδρας. Εις τας επαρχίας οι σοσιαλισταί υπέστησαν απώλειας, ενώ οι ριζοσπάσται διετήρησαν τας θέσεις των. Αι εκλογαί διεξήχθησαν εν απολύτω τάξει και η προσέλευσις των εκλογέων υπήρξε μεγάλη.: [931, 889, 1158, 1007]
article-text: Ο κ. Μιλλεράν εξελέγη εις την περιφέρειαν του Σηκουάνα. Εκ των αποτελεσμάτων τα οποία γνωρίζονται μέχρι της στιγμής, συνάγεται ότι ο εθνικός συνασπισμός εκέρδισε έδρας. Εις τας επαρχίας οι σοσιαλισταί υπέστησαν απώλειας, ενώ οι ριζοσπάσται διετήρησαν τας θέσεις των. Αι εκλογαί διεξήχθησαν εν απολύτω τάξει και η προσέλευσις των εκλογέων υπήρξε μεγάλη.: [1167, 764, 1394, 882]
article-text: Ο κ. Μιλλεράν εξελέγη εις την περιφέρειαν του Σηκουάνα. Εκ των αποτελεσμάτων τα οποία γνωρίζονται μέχρι της στιγμής, συνάγεται ότι ο εθνικός συνασπισμός εκέρδισε έδρας. Εις τας επαρχίας οι σοσιαλισταί υπέστησαν απώλειας, ενώ οι ριζοσπάσται διετήρησαν τας θέσεις των. Αι εκλογαί διεξήχθησαν εν απολύτω τάξει και η προσέλευσις των εκλογέων υπήρξε μεγάλη.: [721, 617, 920, 762]
divider: [307, 2266, 692, 2267]
article-text: Ο κ. Μιλλεράν εξελέγη εις την περιφέρειαν του Σηκουάνα. Εκ των αποτελεσμάτων τα οποία γνωρίζονται μέχρι της στιγμής, συνάγεται ότι ο εθνικός συνασπισμός εκέρδισε έδρας. Εις τας επαρχίας οι σοσιαλισταί υπέστησαν απώλειας, ενώ οι ριζοσπάσται διετήρησαν τας θέσεις των. Αι εκλογαί διεξήχθησαν εν απολύτω τάξει και η προσέλευσις των εκλογέων υπήρξε μεγάλη.: [1167, 1250, 1394, 1368]
lawyer-office: ΔΙΚΗΓΟΡΙΚΟΝ ΓΡΑΦΕΙΟΝ: [28, 1430, 228, 1446]
wilson-title: Ο ΟΥΙΛΣΩΝ Θ' ΑΠΟΣΥΡΗ ΤΗΝ ΣΥΝΘΗΚΗΝ: [931, 1227, 1364, 1248]
fusiggia-calibre: ΚΑΛΙΜΠΡ 12 ΚΑΙ 16: [28, 1222, 184, 1238]
article-text: Ο κ. Μιλλεράν εξελέγη εις την περιφέρειαν του Σηκουάνα. Εκ των αποτελεσμάτων τα οποία γνωρίζονται μέχρι της στιγμής, συνάγεται ότι ο εθνικός συνασπισμός εκέρδισε έδρας. Εις τας επαρχίας οι σοσιαλισταί υπέστησαν απώλειας, ενώ οι ριζοσπάσται διετήρησαν τας θέσεις των. Αι εκλογαί διεξήχθησαν εν απολύτω τάξει και η προσέλευσις των εκλογέων υπήρξε μεγάλη.: [931, 253, 1158, 372]
bulgaria-title: ΑΝΕΒΛΗΘΗ Η ΥΠΟΓΡΑΦΗ ΤΗΣ ΒΟΥΛΓΑΡΙΚΗΣ ΣΥΝΘΗΚΗΣ: [931, 1618, 1380, 1634]
article-text: Ο κ. Μιλλεράν εξελέγη εις την περιφέρειαν του Σηκουάνα. Εκ των αποτελεσμάτων τα οποία γνωρίζονται μέχρι της στιγμής, συνάγεται ότι ο εθνικός συνασπισμός εκέρδισε έδρας. Εις τας επαρχίας οι σοσιαλισταί υπέστησαν απώλειας, ενώ οι ριζοσπάσται διετήρησαν τας θέσεις των. Αι εκλογαί διεξήχθησαν εν απολύτω τάξει και η προσέλευσις των εκλογέων υπήρξε μεγάλη.: [1167, 889, 1394, 1007]
italy-results-title: Γ' ΑΠΟΤΕΛΕΣΜΑΤΑ ΤΩΝ ΕΚΛΟΓΩΝ ΕΝ ΙΤΑΛΙΑ: [931, 1440, 1285, 1456]
piraeus-bank-title: ΤΡΑΠΕΖΑ ΠΕΙΡΑΙΩΣ: [700, 1823, 907, 1844]
page-number: 4: [34, 87, 52, 118]
article-text: Ο κ. Μιλλεράν εξελέγη εις την περιφέρειαν του Σηκουάνα. Εκ των αποτελεσμάτων τα οποία γνωρίζονται μέχρι της στιγμής, συνάγεται ότι ο εθνικός συνασπισμός εκέρδισε έδρας. Εις τας επαρχίας οι σοσιαλισταί υπέστησαν απώλειας, ενώ οι ριζοσπάσται διετήρησαν τας θέσεις των. Αι εκλογαί διεξήχθησαν εν απολύτω τάξει και η προσέλευσις των εκλογέων υπήρξε μεγάλη.: [931, 1481, 1158, 1599]
article-text: Ο κ. Μιλλεράν εξελέγη εις την περιφέρειαν του Σηκουάνα. Εκ των αποτελεσμάτων τα οποία γνωρίζονται μέχρι της στιγμής, συνάγεται ότι ο εθνικός συνασπισμός εκέρδισε έδρας. Εις τας επαρχίας οι σοσιαλισταί υπέστησαν απώλειας, ενώ οι ριζοσπάσται διετήρησαν τας θέσεις των. Αι εκλογαί διεξήχθησαν εν απολύτω τάξει και η προσέλευσις των εκλογέων υπήρξε μεγάλη.: [503, 1587, 692, 1745]
article-text: Ο κ. Μιλλεράν εξελέγη εις την περιφέρειαν του Σηκουάνα. Εκ των αποτελεσμάτων τα οποία γνωρίζονται μέχρι της στιγμής, συνάγεται ότι ο εθνικός συνασπισμός εκέρδισε έδρας. Εις τας επαρχίας οι σοσιαλισταί υπέστησαν απώλειας, ενώ οι ριζοσπάσται διετήρησαν τας θέσεις των. Αι εκλογαί διεξήχθησαν εν απολύτω τάξει και η προσέλευσις των εκλογέων υπήρξε μεγάλη.: [307, 443, 506, 588]
article-text: Ο κ. Μιλλεράν εξελέγη εις την περιφέρειαν του Σηκουάνα. Εκ των αποτελεσμάτων τα οποία γνωρίζονται μέχρι της στιγμής, συνάγεται ότι ο εθνικός συνασπισμός εκέρδισε έδρας. Εις τας επαρχίας οι σοσιαλισταί υπέστησαν απώλειας, ενώ οι ριζοσπάσται διετήρησαν τας θέσεις των. Αι εκλογαί διεξήχθησαν εν απολύτω τάξει και η προσέλευσις των εκλογέων υπήρξε μεγάλη.: [28, 309, 295, 388]
bank-title: ΤΡΑΠΕΖΑ ΒΙΟΜΗΧΑΝΙΑΣ: [28, 531, 286, 552]
masthead-title: ΕΜΠΡΟΣ: [622, 85, 755, 108]
theatre-item: Κυβέλης. «Εγώ Κεμπερις»: [28, 156, 158, 168]
clinic-doctor: Γ. ΚΑΡΥΟΦΙΛΑΣ: [28, 1157, 148, 1173]
divider: [931, 2122, 1394, 2123]
piraeus-bank-sub: ΕΜΠΟΡΙΟΥ ΒΙΟΜΗΧΑΝΙΑΣ & ΝΑΥΤΙΛΙΑΣ: [700, 1848, 865, 1877]
divider: [931, 1611, 1394, 1612]
clinic-dept: ΤΜΗΜΑ ΧΕΙΡΟΥΡΓΙΚΟΝ: [28, 1140, 215, 1156]
article-text: Ο κ. Μιλλεράν εξελέγη εις την περιφέρειαν του Σηκουάνα. Εκ των αποτελεσμάτων τα οποία γνωρίζονται μέχρι της στιγμής, συνάγεται ότι ο εθνικός συνασπισμός εκέρδισε έδρας. Εις τας επαρχίας οι σοσιαλισταί υπέστησαν απώλειας, ενώ οι ριζοσπάσται διετήρησαν τας θέσεις των. Αι εκλογαί διεξήχθησαν εν απολύτω τάξει και η προσέλευσις των εκλογέων υπήρξε μεγάλη.: [503, 2083, 692, 2241]
divider: [307, 775, 920, 778]
